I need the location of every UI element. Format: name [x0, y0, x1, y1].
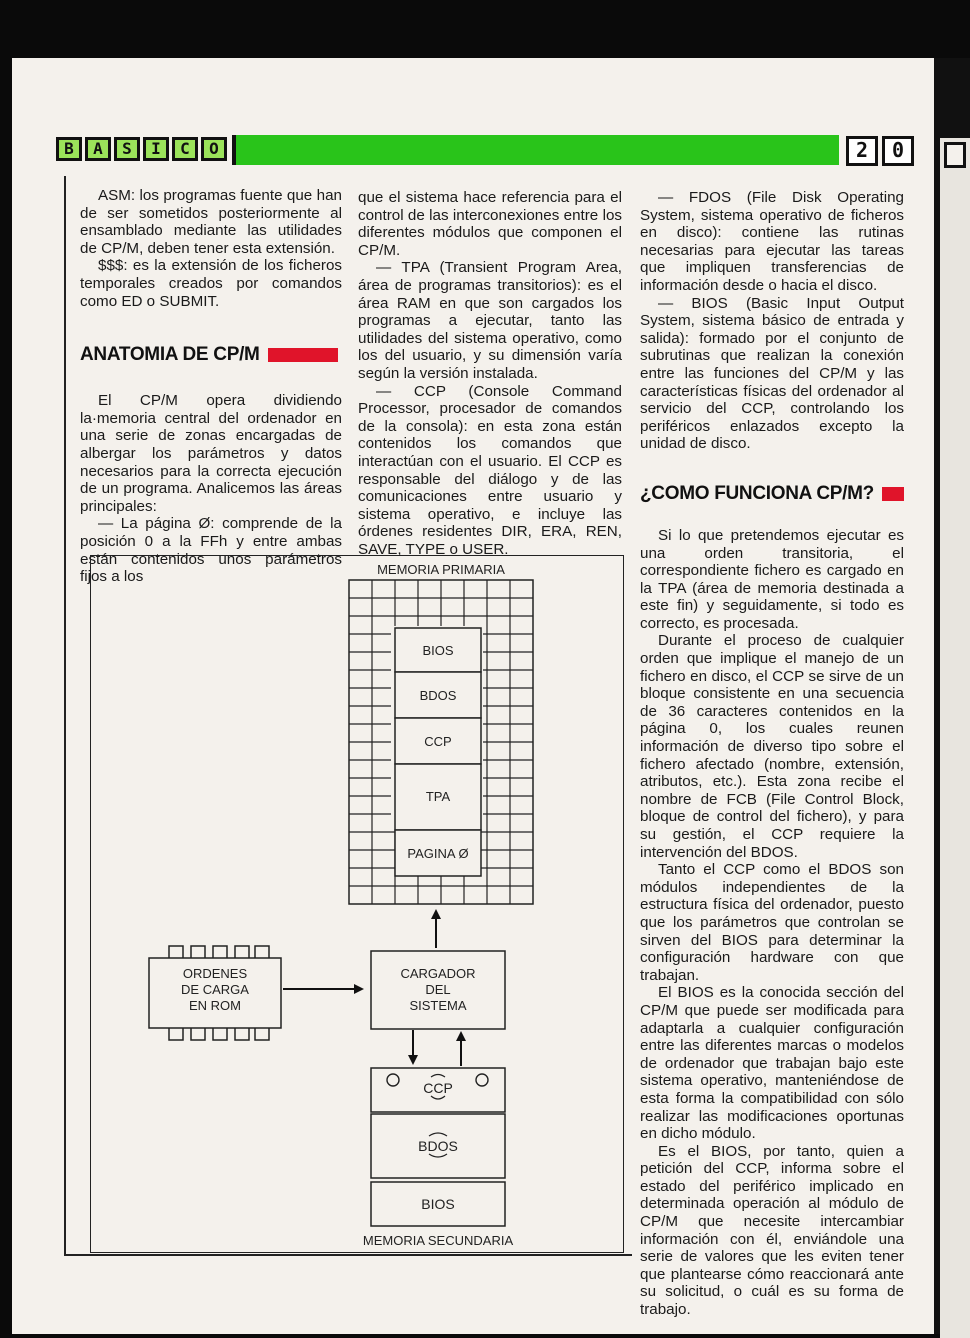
text-column-3 — [640, 189, 904, 1319]
paragraph: que el sistema hace referencia para el control de las interconexiones entre los diferentes módulos que componen el CP/M. — [358, 189, 622, 259]
logo-letter: I — [143, 137, 169, 161]
next-page-sliver — [940, 138, 970, 1338]
heading-text: ¿COMO FUNCIONA CP/M? — [640, 482, 874, 504]
primary-block-bios-label: BIOS — [422, 643, 454, 658]
paragraph: — FDOS (File Disk Operating System, sistema operativo de ficheros en disco): contiene las rutinas necesarias para ejecutar las tareas que impliquen transferencias de información desde o hacia el disco. — [640, 189, 904, 294]
rom-label-line2: DE CARGA — [181, 982, 249, 997]
page-number-digit: 0 — [882, 136, 914, 166]
secondary-block-bios-label: BIOS — [421, 1196, 455, 1212]
frame-line-left — [64, 176, 66, 1256]
loader-label-line3: SISTEMA — [409, 998, 467, 1013]
secondary-block-ccp-label: CCP — [423, 1080, 453, 1096]
heading-red-bar — [882, 487, 904, 501]
heading-text: ANATOMIA DE CP/M — [80, 344, 260, 366]
logo-letter: C — [172, 137, 198, 161]
paragraph: — BIOS (Basic Input Output System, sistema básico de entrada y salida): formado por el conjunto de subrutinas que realizan la conexión entre las funciones del CP/M y las características físicas del ordenador al servicio del CCP, controlando los periféricos enlazados excepto la unidad de disco. — [640, 294, 904, 453]
next-page-logo-fragment — [944, 142, 966, 168]
logo-letter: O — [201, 137, 227, 161]
primary-memory-title: MEMORIA PRIMARIA — [377, 562, 505, 577]
header-green-bar — [232, 135, 839, 165]
paragraph: Si lo que pretendemos ejecutar es una orden transitoria, el correspondiente fichero es cargado en la TPA (área de memoria destinada a este fin) y seguidamente, si todo es correcto, es procesada. — [640, 526, 904, 632]
next-page-edge — [934, 58, 970, 1334]
page-number — [846, 136, 914, 166]
paragraph: Es el BIOS, por tanto, quien a petición del CCP, informa sobre el estado del periférico implicado en determinada operación al módulo de CP/M que necesite intercambiar información con él, enviándole una serie de valores que les eviten tener que plantearse cómo reaccionará ante su solicitud, o cuál es su forma de trabajo. — [640, 1142, 904, 1319]
paragraph: ASM: los programas fuente que han de ser sometidos posteriormente al ensamblado mediante las utilidades de CP/M, deben tener esta extensión. — [80, 187, 342, 257]
page-number-digit: 2 — [846, 136, 878, 166]
paragraph: El BIOS es la conocida sección del CP/M que puede ser modificada para adaptarla a cualquier configuración entre las diferentes marcas o modelos de ordenador que trabajan bajo este sistema operativo, manteniéndose de esta forma la compatibilidad con sólo realizar las modificaciones oportunas en dicho módulo. — [640, 984, 904, 1143]
primary-block-pagina-label: PAGINA Ø — [407, 846, 469, 861]
secondary-block-bdos-label: BDOS — [418, 1138, 458, 1154]
primary-block-tpa-label: TPA — [425, 789, 451, 804]
loader-label-line2: DEL — [425, 982, 451, 997]
paragraph: — TPA (Transient Program Area, área de programas transitorios): es el área RAM en que son cargados los programas a ejecutar, tanto las utilidades del sistema operativo, como los del usuario, y su dimensión varía según la versión instalada. — [358, 259, 622, 382]
secondary-memory-title: MEMORIA SECUNDARIA — [362, 1233, 514, 1248]
frame-line-bottom — [64, 1254, 632, 1256]
logo-letter: B — [56, 137, 82, 161]
text-column-1 — [80, 187, 342, 586]
primary-block-ccp-label: CCP — [424, 734, 452, 749]
memory-diagram-svg — [91, 556, 625, 1254]
loader-label-line1: CARGADOR — [400, 966, 476, 981]
section-heading-como-funciona — [640, 483, 904, 505]
rom-label-line3: EN ROM — [189, 998, 241, 1013]
paragraph: El CP/M opera dividiendo la·memoria central del ordenador en una serie de zonas encargadas de albergar los parámetros y datos necesarios para la correcta ejecución de un programa. Analicemos las áreas principales: — [80, 392, 342, 515]
rom-label-line1: ORDENES — [182, 966, 248, 981]
paragraph: Tanto el CCP como el BDOS son módulos independientes de la estructura física del ordenador, puesto que los parámetros que controlan se sirven del BIOS para determinar la configuración hardware con que trabajan. — [640, 861, 904, 984]
logo-letter: A — [85, 137, 111, 161]
paragraph: — La página Ø: comprende de la posición 0 a la FFh y entre ambas están contenidos unos parámetros fijos a los — [80, 515, 342, 586]
paragraph: — CCP (Console Command Processor, procesador de comandos de la consola): en esta zona están contenidos los comandos que interactúan con el usuario. El CCP es responsable del diálogo y de las comunicaciones entre usuario y sistema operativo, e incluye las órdenes residentes DIR, ERA, REN, SAVE, TYPE o USER. — [358, 382, 622, 558]
logo-letter: S — [114, 137, 140, 161]
heading-red-bar — [268, 348, 338, 362]
section-logo — [56, 137, 227, 165]
section-heading-anatomia — [80, 344, 342, 366]
memory-diagram — [90, 555, 624, 1253]
primary-block-bdos-label: BDOS — [419, 688, 457, 703]
paragraph: Durante el proceso de cualquier orden que implique el manejo de un fichero en disco, el CCP se sirve de un bloque consistente en una secuencia de 36 caracteres contenidos en la página 0, los cuales reunen información de diverso tipo sobre el fichero afectado (nombre, extensión, atributos, etc.). Esta zona recibe el nombre de FCB (File Control Block, bloque de control del fichero), y para su gestión, el CCP requiere la intervención del BDOS. — [640, 632, 904, 861]
paragraph: $$$: es la extensión de los ficheros temporales creados por comandos como ED o SUBMIT. — [80, 257, 342, 310]
text-column-2 — [358, 189, 622, 558]
